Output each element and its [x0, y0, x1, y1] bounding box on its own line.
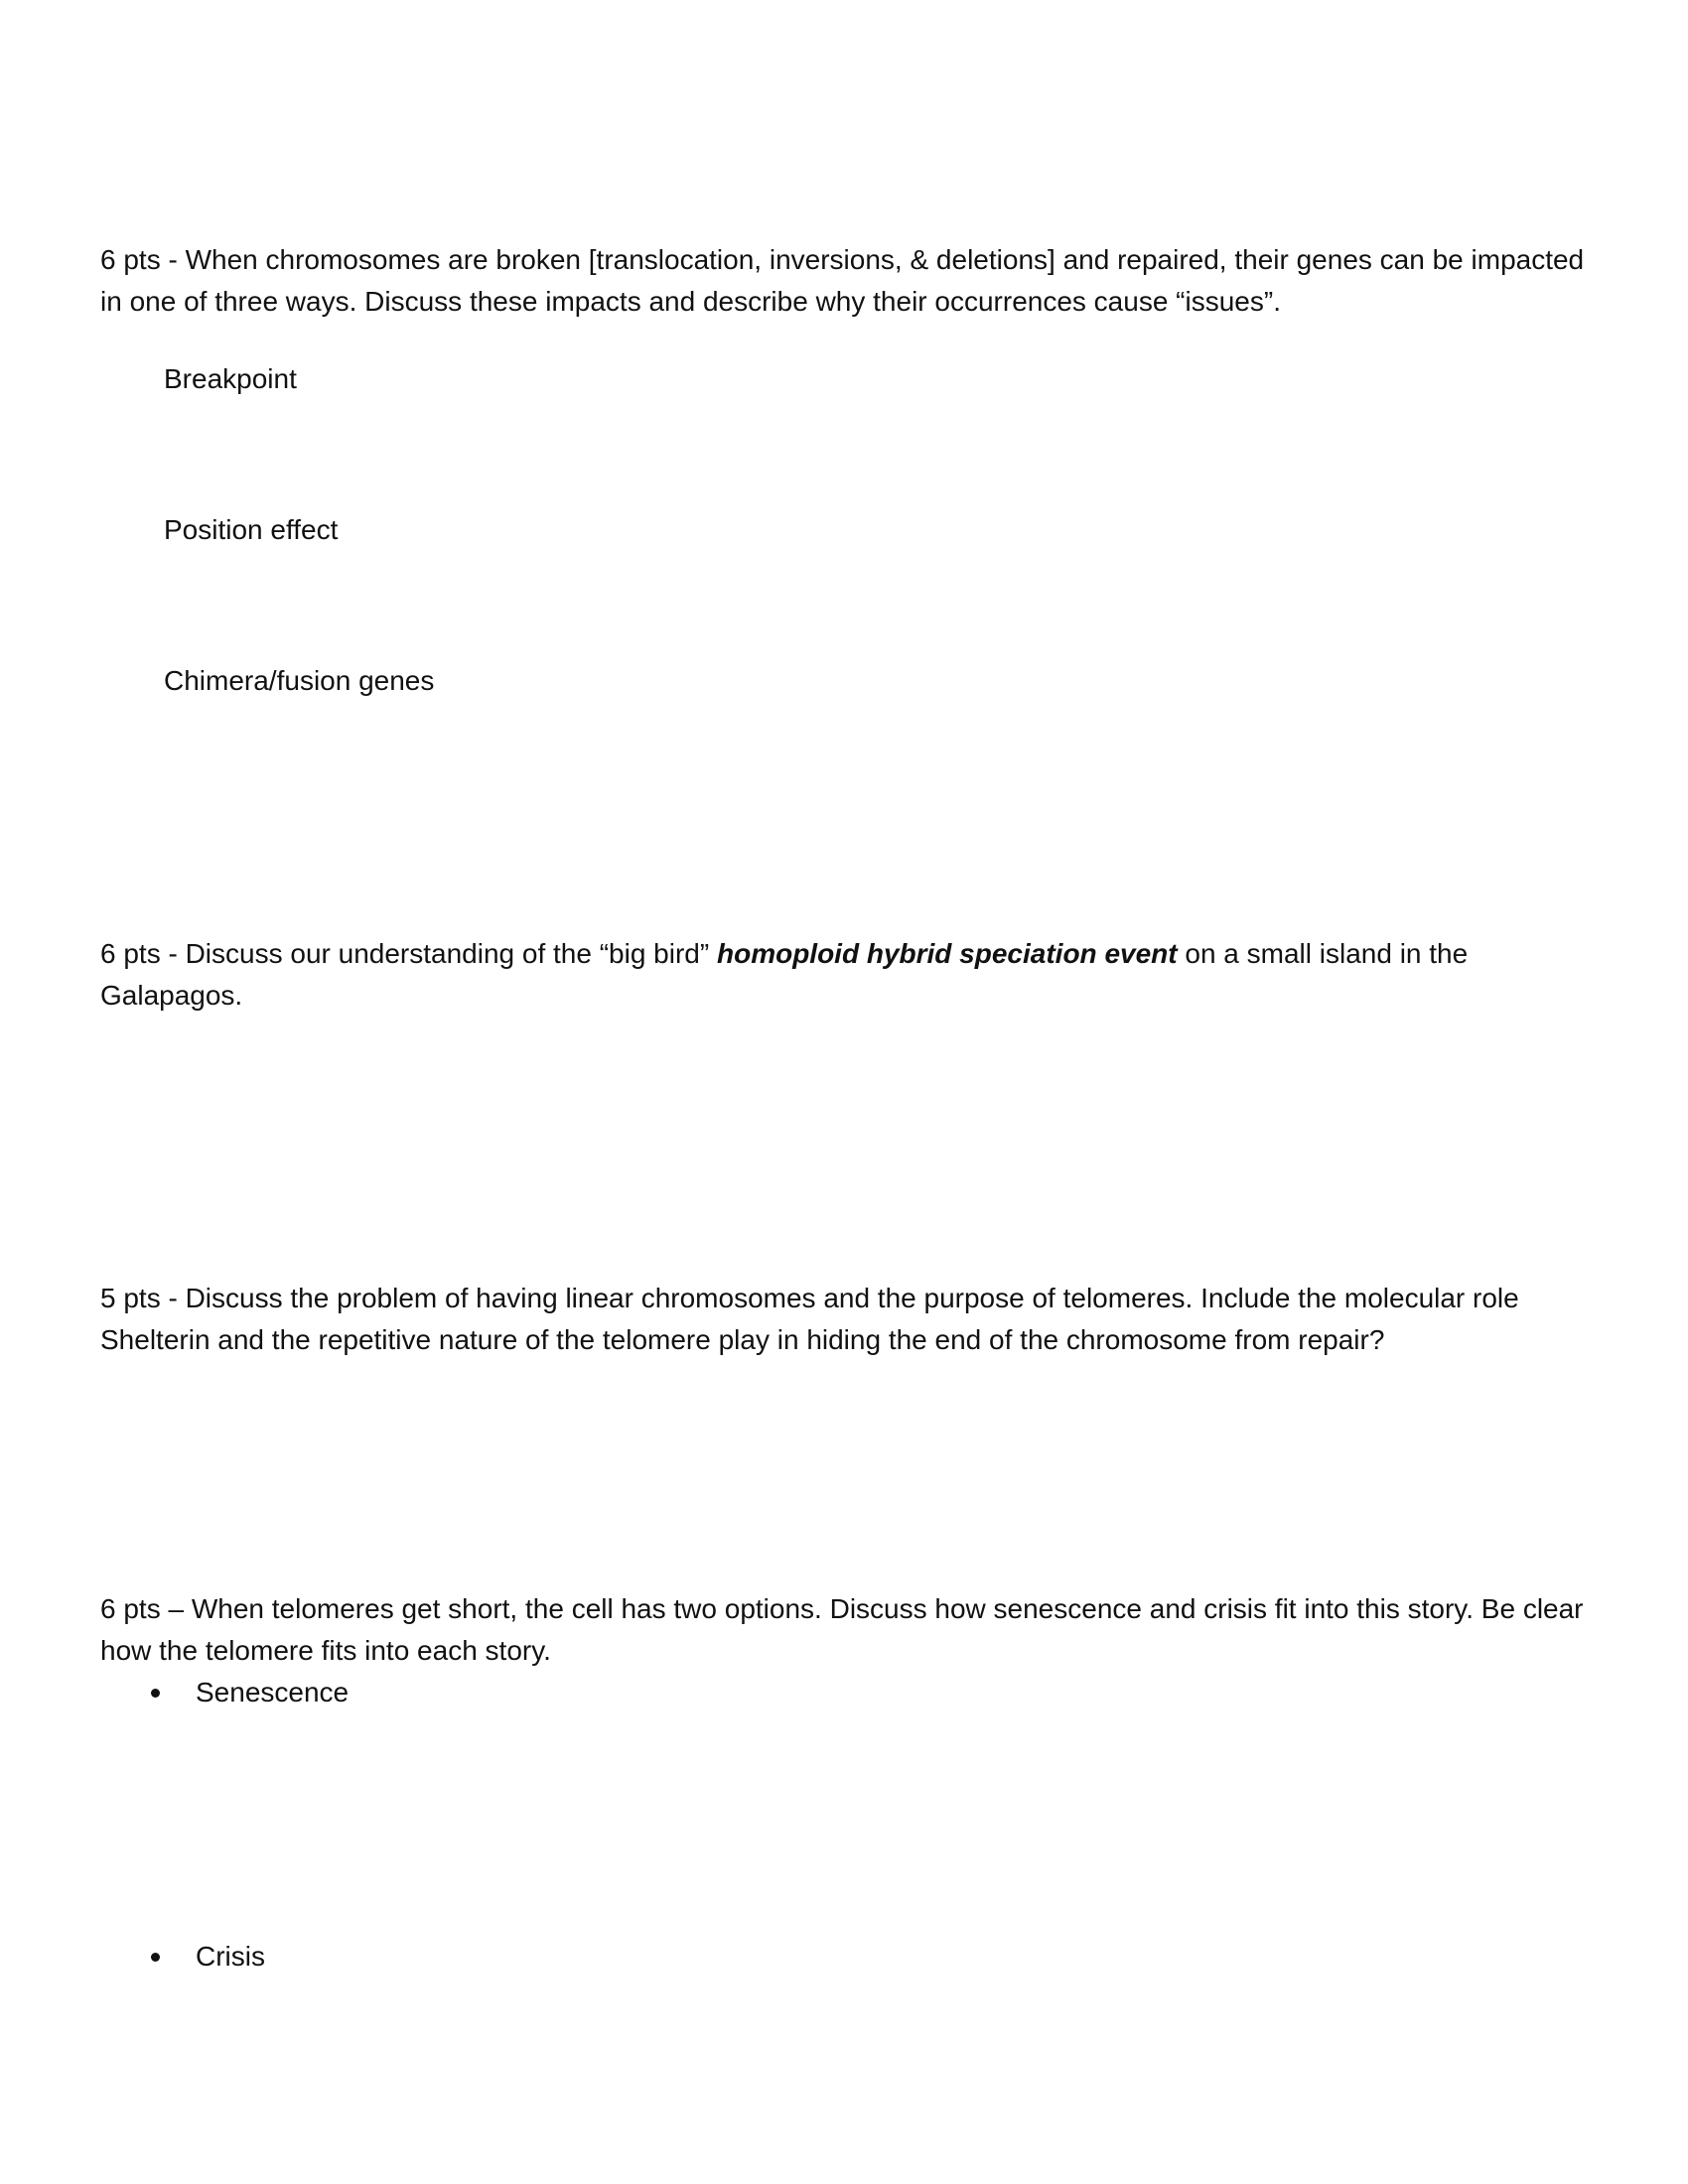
question-2-text — [100, 933, 1610, 1017]
question-2-text-before: 6 pts - Discuss our understanding of the “big bird” — [100, 938, 717, 969]
bullet-icon — [151, 1953, 160, 1962]
bullet-item-crisis — [151, 1936, 265, 1978]
subitem-breakpoint: Breakpoint — [164, 363, 297, 394]
subitem-position-effect: Position effect — [164, 514, 339, 545]
question-2-text-after: on a small island in the Galapagos. — [100, 938, 1469, 1011]
bullet-label: Senescence — [196, 1677, 350, 1707]
bullet-item-senescence — [151, 1672, 349, 1713]
question-2-emphasis: homoploid hybrid speciation event — [716, 938, 1178, 969]
question-3-text: 5 pts - Discuss the problem of having linear chromosomes and the purpose of telomeres. Include the molecular role Shelterin and the repetitive nature of the telomere play in hiding the end of the chromosome from repair? — [100, 1283, 1519, 1355]
subitem-chimera-fusion-genes: Chimera/fusion genes — [164, 665, 435, 696]
bullet-icon — [151, 1689, 160, 1698]
question-4-text: 6 pts – When telomeres get short, the cell has two options. Discuss how senescence and crisis fit into this story. Be clear how the telomere fits into each story. — [100, 1593, 1584, 1666]
bullet-label: Crisis — [196, 1941, 265, 1972]
question-1-text: 6 pts - When chromosomes are broken [translocation, inversions, & deletions] and repaired, their genes can be impacted in one of three ways. Discuss these impacts and describe why their occurrences cause “issues”. — [100, 244, 1585, 317]
